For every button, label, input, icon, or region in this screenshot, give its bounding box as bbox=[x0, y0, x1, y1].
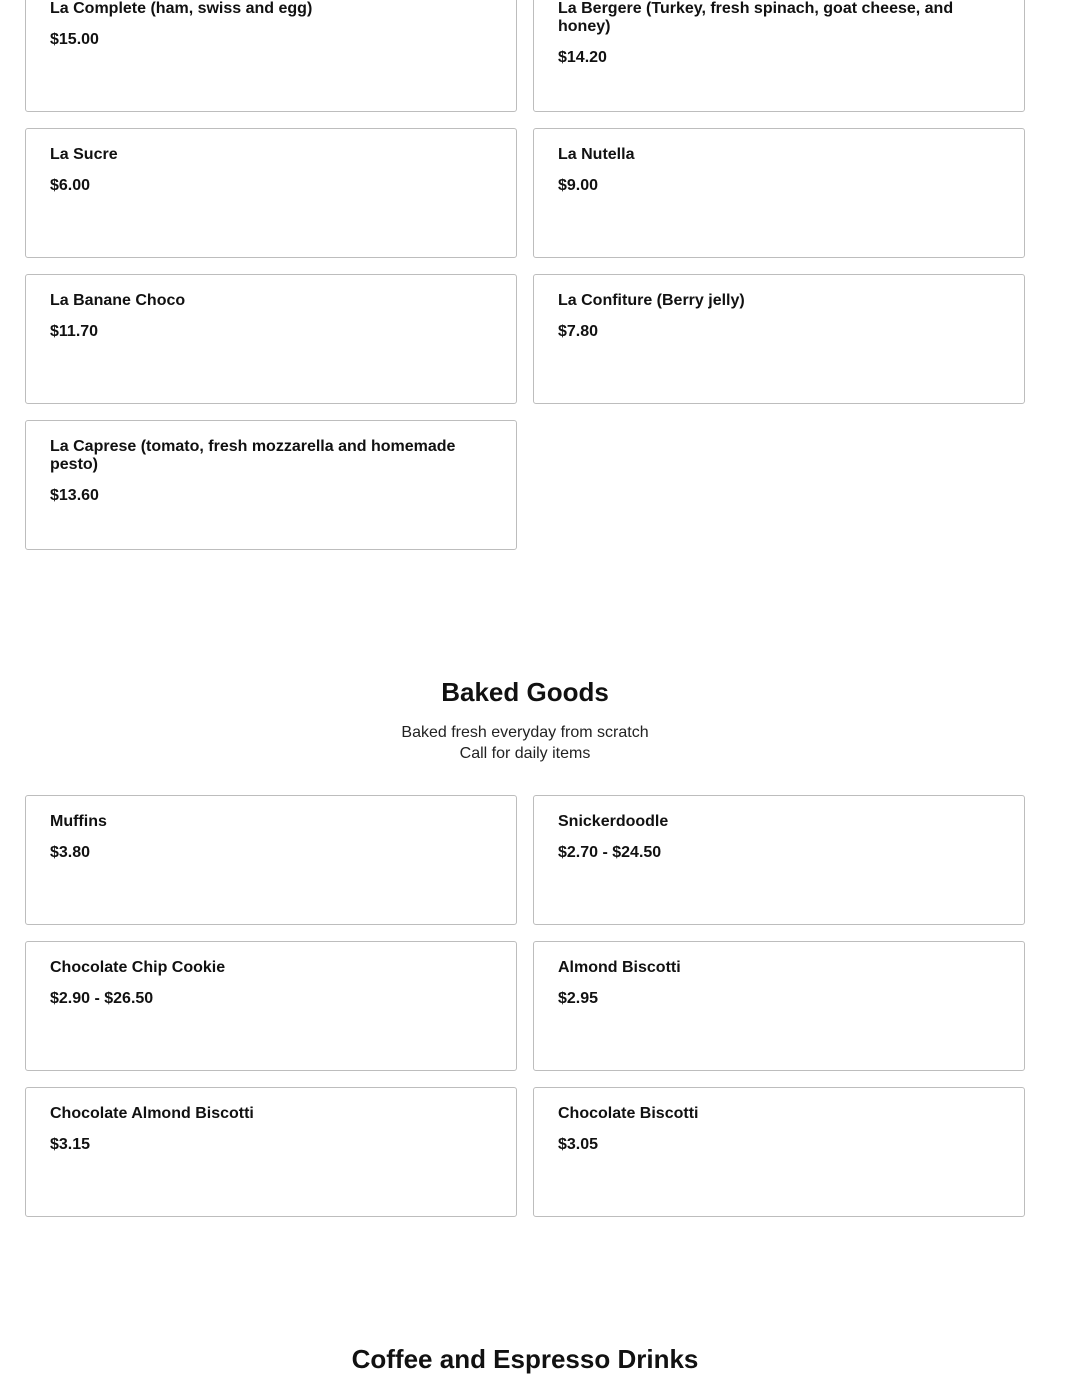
menu-item-card[interactable] bbox=[25, 128, 517, 258]
menu-item-card[interactable] bbox=[25, 795, 517, 925]
menu-item-name: Almond Biscotti bbox=[558, 959, 681, 976]
menu-item-name: La Complete (ham, swiss and egg) bbox=[50, 0, 313, 17]
menu-item-price: $14.20 bbox=[558, 49, 607, 66]
menu-item-card[interactable] bbox=[25, 0, 517, 112]
menu-item-price: $2.90 - $26.50 bbox=[50, 990, 154, 1007]
menu-item-name: La Banane Choco bbox=[50, 292, 186, 309]
menu-item-price: $15.00 bbox=[50, 31, 99, 48]
menu-item-price: $3.05 bbox=[558, 1136, 599, 1153]
menu-item-name: La Confiture (Berry jelly) bbox=[558, 292, 745, 309]
menu-item-card[interactable] bbox=[25, 420, 517, 550]
crepes-item-grid bbox=[25, 0, 1025, 550]
menu-item-name: La Nutella bbox=[558, 146, 635, 163]
menu-item-card[interactable] bbox=[533, 795, 1025, 925]
menu-item-card[interactable] bbox=[25, 941, 517, 1071]
menu-item-price: $13.60 bbox=[50, 487, 99, 504]
menu-item-card[interactable] bbox=[533, 0, 1025, 112]
menu-item-price: $3.15 bbox=[50, 1136, 91, 1153]
menu-item-name: Chocolate Biscotti bbox=[558, 1105, 699, 1122]
menu-item-card[interactable] bbox=[533, 1087, 1025, 1217]
section-description-line: Call for daily items bbox=[459, 745, 591, 762]
menu-item-card[interactable] bbox=[25, 274, 517, 404]
menu-item-price: $7.80 bbox=[558, 323, 599, 340]
menu-item-name: La Bergere (Turkey, fresh spinach, goat cheese, and honey) bbox=[558, 0, 954, 35]
menu-item-name: Snickerdoodle bbox=[558, 813, 669, 830]
menu-item-card[interactable] bbox=[533, 274, 1025, 404]
menu-item-name: La Sucre bbox=[50, 146, 118, 163]
menu-item-name: Chocolate Chip Cookie bbox=[50, 959, 226, 976]
menu-item-price: $9.00 bbox=[558, 177, 599, 194]
section-description bbox=[0, 722, 1050, 764]
menu-item-name: Chocolate Almond Biscotti bbox=[50, 1105, 254, 1122]
menu-item-card[interactable] bbox=[533, 941, 1025, 1071]
menu-item-name: La Caprese (tomato, fresh mozzarella and homemade pesto) bbox=[50, 438, 456, 473]
menu-item-name: Muffins bbox=[50, 813, 107, 830]
menu-item-card[interactable] bbox=[25, 1087, 517, 1217]
menu-item-price: $2.70 - $24.50 bbox=[558, 844, 662, 861]
menu-item-price: $2.95 bbox=[558, 990, 599, 1007]
section-title-baked-goods: Baked Goods bbox=[441, 677, 609, 707]
section-title-coffee-espresso: Coffee and Espresso Drinks bbox=[351, 1344, 699, 1374]
section-description-line: Baked fresh everyday from scratch bbox=[401, 724, 649, 741]
menu-item-price: $3.80 bbox=[50, 844, 91, 861]
menu-item-price: $6.00 bbox=[50, 177, 91, 194]
baked-goods-item-grid bbox=[25, 795, 1025, 1217]
menu-item-price: $11.70 bbox=[50, 323, 99, 340]
menu-item-card[interactable] bbox=[533, 128, 1025, 258]
